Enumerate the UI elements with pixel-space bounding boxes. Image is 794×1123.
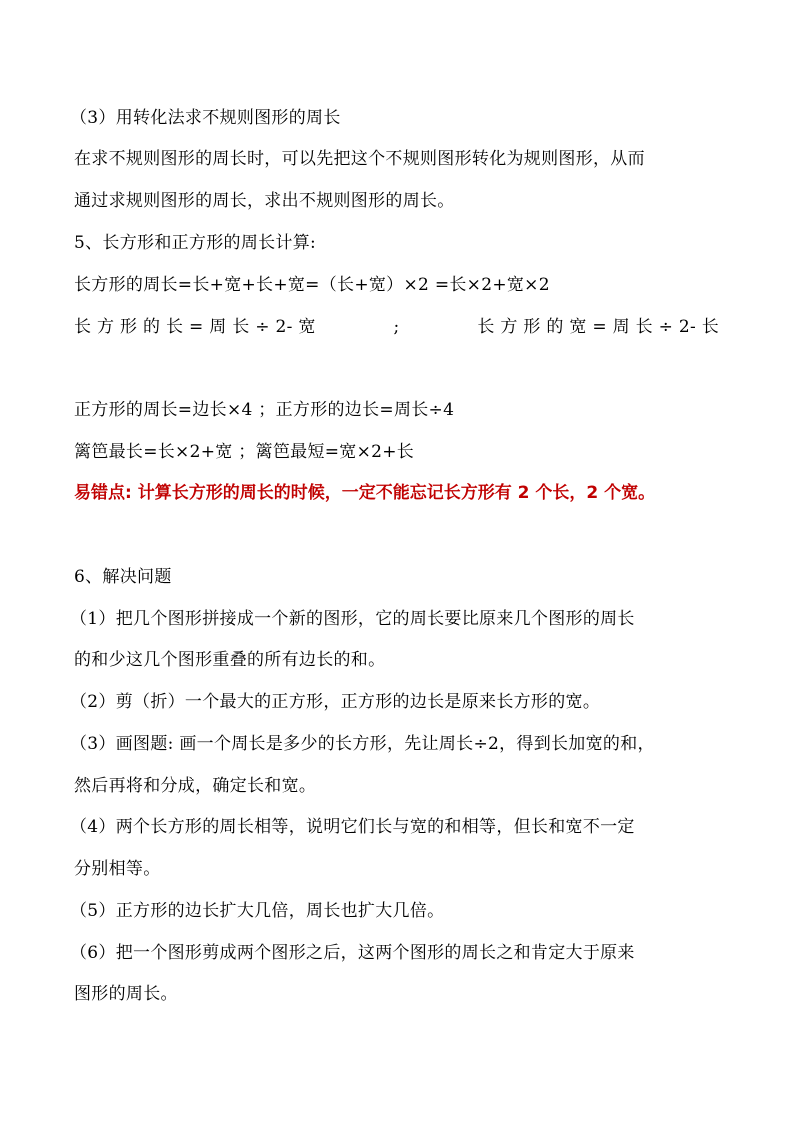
formula-line: 篱笆最长=长×2+宽 ；篱笆最短=宽×2+长	[74, 442, 415, 462]
formula-rect-width: 长 方 形 的 宽 = 周 长 ÷ 2- 长	[477, 317, 719, 337]
paragraph-line: 在求不规则图形的周长时，可以先把这个不规则图形转化为规则图形，从而	[74, 149, 645, 169]
paragraph-line: （2）剪（折）一个最大的正方形，正方形的边长是原来长方形的宽。	[70, 692, 601, 712]
section-6-heading: 6、解决问题	[74, 567, 172, 587]
paragraph-line: 图形的周长。	[74, 984, 178, 1004]
formula-line-spread	[74, 315, 719, 339]
formula-line: 长方形的周长=长+宽+长+宽=（长+宽）×2 =长×2+宽×2	[74, 275, 550, 295]
paragraph-line: （3）画图题: 画一个周长是多少的长方形，先让周长÷2，得到长加宽的和，	[70, 734, 655, 754]
formula-separator: ;	[393, 317, 400, 337]
paragraph-line: （6）把一个图形剪成两个图形之后，这两个图形的周长之和肯定大于原来	[70, 943, 635, 963]
paragraph-line: 分别相等。	[74, 859, 161, 879]
formula-rect-length: 长 方 形 的 长 = 周 长 ÷ 2- 宽	[74, 317, 316, 337]
formula-line: 正方形的周长=边长×4 ；正方形的边长=周长÷4	[74, 400, 455, 420]
section-3-heading: （3）用转化法求不规则图形的周长	[70, 108, 341, 128]
paragraph-line: （4）两个长方形的周长相等，说明它们长与宽的和相等，但长和宽不一定	[70, 817, 635, 837]
paragraph-line: 通过求规则图形的周长，求出不规则图形的周长。	[74, 191, 455, 211]
paragraph-line: 的和少这几个图形重叠的所有边长的和。	[74, 650, 386, 670]
section-5-heading: 5、长方形和正方形的周长计算:	[74, 233, 317, 253]
paragraph-line: （1）把几个图形拼接成一个新的图形，它的周长要比原来几个图形的周长	[70, 609, 635, 629]
paragraph-line: 然后再将和分成，确定长和宽。	[74, 776, 317, 796]
warning-note: 易错点: 计算长方形的周长的时候，一定不能忘记长方形有 2 个长，2 个宽。	[74, 483, 656, 503]
paragraph-line: （5）正方形的边长扩大几倍，周长也扩大几倍。	[70, 901, 445, 921]
